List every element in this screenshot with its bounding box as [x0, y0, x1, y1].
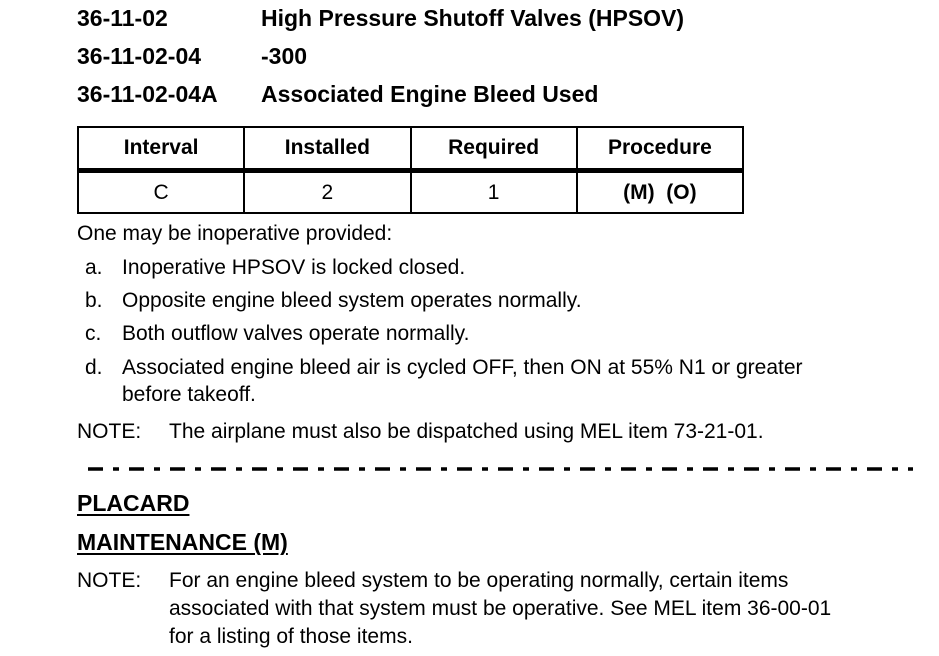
condition-letter: b. [85, 289, 103, 312]
heading-number: 36-11-02-04A [77, 81, 218, 107]
table-row [78, 171, 743, 214]
condition-text: Inoperative HPSOV is locked closed. [122, 256, 466, 279]
note-label: NOTE: [77, 420, 142, 443]
section-separator [88, 467, 913, 471]
cell-procedure: (M) (O) [577, 171, 743, 214]
heading-ata-chapter [77, 4, 684, 32]
cell-interval: C [78, 171, 244, 214]
note-text-line: for a listing of those items. [169, 625, 413, 648]
heading-title: -300 [261, 43, 308, 69]
condition-item [85, 354, 803, 408]
column-header-installed: Installed [244, 127, 410, 171]
note-text-line: For an engine bleed system to be operating normally, certain items [169, 569, 789, 592]
table-header-row [78, 127, 743, 171]
condition-letter: c. [85, 322, 102, 345]
condition-item [85, 287, 582, 314]
condition-text-line: Associated engine bleed air is cycled OFF, then ON at 55% N1 or greater [122, 356, 803, 379]
maintenance-heading: MAINTENANCE (M) [77, 529, 288, 555]
condition-text [122, 354, 803, 408]
condition-letter: d. [85, 356, 103, 379]
condition-text-line: before takeoff. [122, 383, 256, 406]
condition-item [85, 254, 465, 281]
provision-intro: One may be inoperative provided: [77, 222, 393, 245]
heading-title: High Pressure Shutoff Valves (HPSOV) [261, 5, 685, 31]
column-header-interval: Interval [78, 127, 244, 171]
heading-number: 36-11-02 [77, 5, 168, 31]
condition-text: Opposite engine bleed system operates normally. [122, 289, 582, 312]
condition-letter: a. [85, 256, 103, 279]
column-header-procedure: Procedure [577, 127, 743, 171]
note-text-line: associated with that system must be operative. See MEL item 36-00-01 [169, 597, 832, 620]
note-label: NOTE: [77, 569, 142, 592]
note-text: The airplane must also be dispatched using MEL item 73-21-01. [169, 420, 764, 443]
column-header-required: Required [411, 127, 577, 171]
mel-requirements-table [77, 126, 744, 214]
note-text [169, 567, 831, 651]
condition-text: Both outflow valves operate normally. [122, 322, 470, 345]
heading-item [77, 42, 307, 70]
heading-number: 36-11-02-04 [77, 43, 202, 69]
placard-heading: PLACARD [77, 490, 190, 516]
condition-item [85, 320, 469, 347]
cell-installed: 2 [244, 171, 410, 214]
heading-subitem [77, 80, 598, 108]
heading-title: Associated Engine Bleed Used [261, 81, 599, 107]
cell-required: 1 [411, 171, 577, 214]
